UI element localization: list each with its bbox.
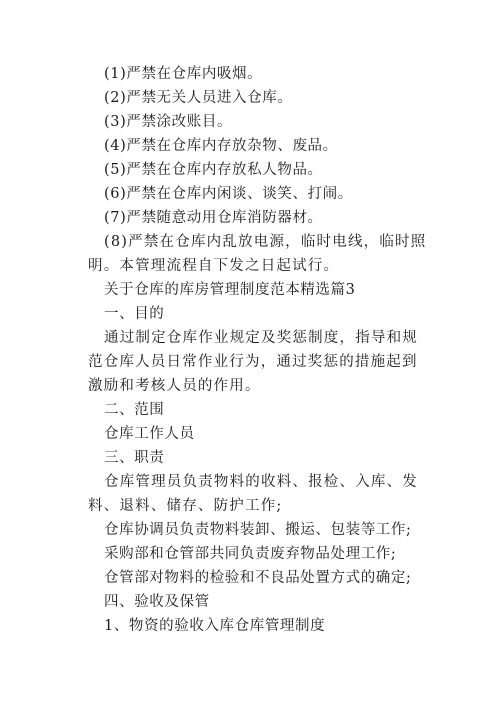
rule-item-7: (7)严禁随意动用仓库消防器材。 bbox=[104, 210, 323, 226]
section-3-duty-3: 采购部和仓管部共同负责废弃物品处理工作; bbox=[104, 546, 397, 562]
section-3-heading: 三、职责 bbox=[104, 450, 165, 466]
rule-item-8-paragraph bbox=[88, 230, 433, 278]
rule-item-2: (2)严禁无关人员进入仓库。 bbox=[104, 90, 293, 106]
article-title: 关于仓库的库房管理制度范本精选篇3 bbox=[104, 282, 356, 298]
rule-item-5: (5)严禁在仓库内存放私人物品。 bbox=[104, 162, 323, 178]
section-3-duty-1: 仓库管理员负责物料的收料、报检、入库、发料、退料、储存、防护工作; bbox=[88, 474, 418, 514]
section-1-paragraph bbox=[88, 326, 433, 398]
section-3-duty-2: 仓库协调员负责物料装卸、搬运、包装等工作; bbox=[104, 522, 412, 538]
section-1-heading: 一、目的 bbox=[104, 306, 165, 322]
section-4-heading: 四、验收及保管 bbox=[104, 594, 210, 610]
section-2-body: 仓库工作人员 bbox=[104, 426, 195, 442]
section-4-subheading-1: 1、物资的验收入库仓库管理制度 bbox=[104, 618, 326, 634]
rule-item-8: (8)严禁在仓库内乱放电源，临时电线，临时照明。本管理流程自下发之日起试行。 bbox=[88, 234, 427, 274]
section-3-duty-4: 仓管部对物料的检验和不良品处置方式的确定; bbox=[104, 570, 412, 586]
rule-item-1: (1)严禁在仓库内吸烟。 bbox=[104, 66, 263, 82]
section-2-heading: 二、范围 bbox=[104, 402, 165, 418]
rule-item-3: (3)严禁涂改账目。 bbox=[104, 114, 233, 130]
section-3-duty-1-paragraph bbox=[88, 470, 433, 518]
rule-item-6: (6)严禁在仓库内闲谈、谈笑、打闹。 bbox=[104, 186, 353, 202]
section-1-body: 通过制定仓库作业规定及奖惩制度，指导和规范仓库人员日常作业行为，通过奖惩的措施起到激励和考核人员的作用。 bbox=[88, 330, 418, 394]
rule-item-4: (4)严禁在仓库内存放杂物、废品。 bbox=[104, 138, 338, 154]
